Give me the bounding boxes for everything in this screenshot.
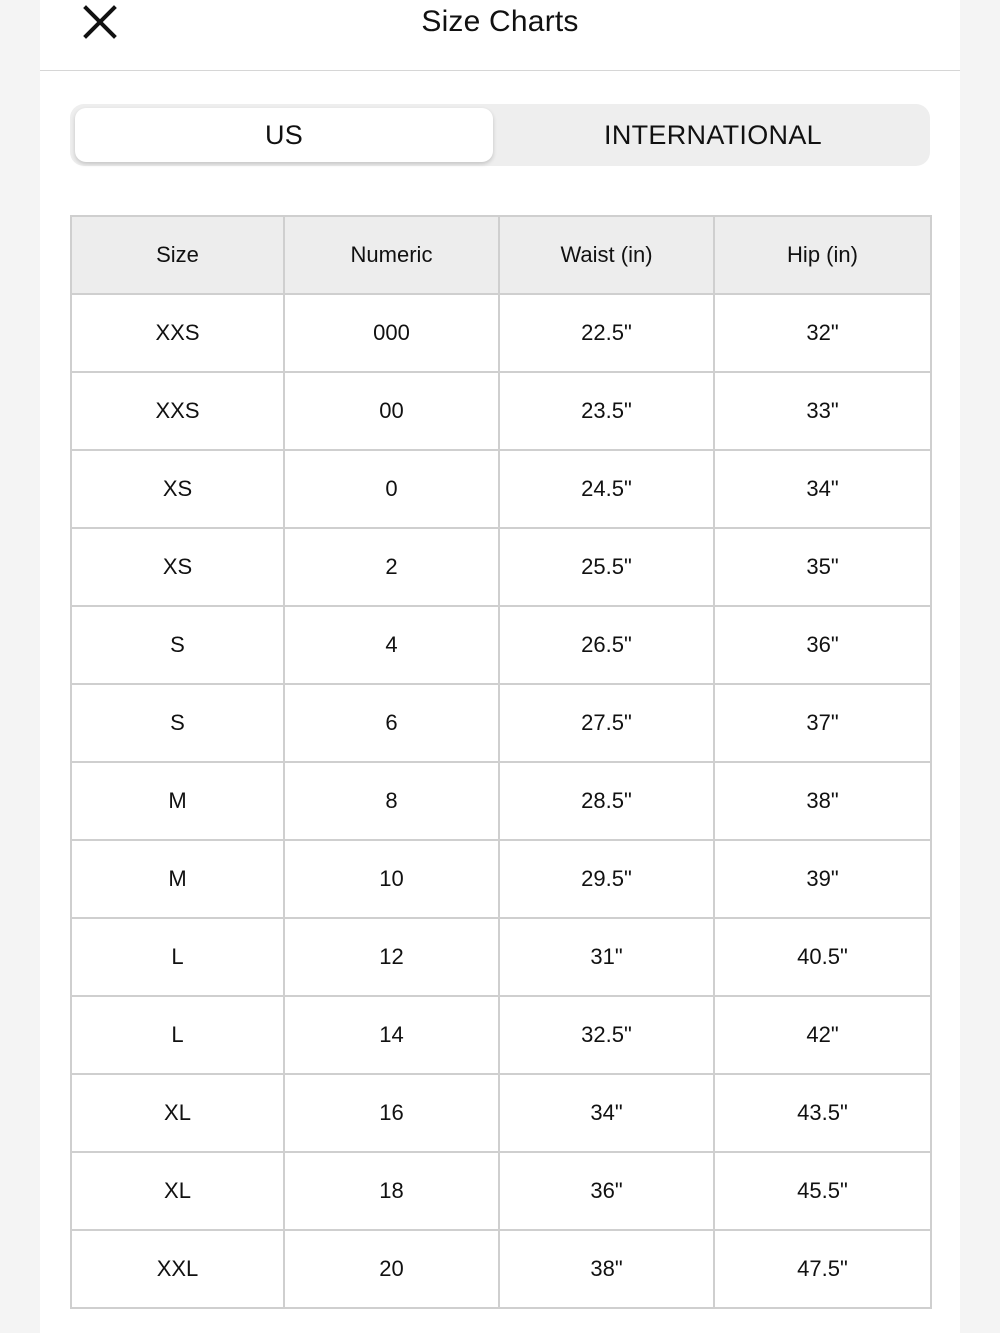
hip-cell: 40.5"	[714, 918, 931, 996]
hip-cell: 33"	[714, 372, 931, 450]
numeric-cell: 12	[284, 918, 499, 996]
column-header-waist: Waist (in)	[499, 216, 714, 294]
region-tabs	[70, 104, 930, 166]
hip-cell: 47.5"	[714, 1230, 931, 1308]
numeric-cell: 2	[284, 528, 499, 606]
hip-cell: 39"	[714, 840, 931, 918]
size-cell: S	[71, 606, 284, 684]
column-header-hip: Hip (in)	[714, 216, 931, 294]
waist-cell: 28.5"	[499, 762, 714, 840]
waist-cell: 29.5"	[499, 840, 714, 918]
hip-cell: 32"	[714, 294, 931, 372]
waist-cell: 26.5"	[499, 606, 714, 684]
tab-us[interactable]: US	[75, 108, 493, 162]
numeric-cell: 18	[284, 1152, 499, 1230]
waist-cell: 23.5"	[499, 372, 714, 450]
waist-cell: 24.5"	[499, 450, 714, 528]
size-table	[70, 215, 932, 1309]
waist-cell: 32.5"	[499, 996, 714, 1074]
hip-cell: 35"	[714, 528, 931, 606]
waist-cell: 36"	[499, 1152, 714, 1230]
table-row	[71, 450, 931, 528]
table-row	[71, 1074, 931, 1152]
table-row	[71, 1230, 931, 1308]
header-bar	[40, 0, 960, 71]
hip-cell: 36"	[714, 606, 931, 684]
hip-cell: 38"	[714, 762, 931, 840]
numeric-cell: 6	[284, 684, 499, 762]
numeric-cell: 10	[284, 840, 499, 918]
table-row	[71, 372, 931, 450]
table-row	[71, 1152, 931, 1230]
table-body	[71, 294, 931, 1308]
tab-international[interactable]: INTERNATIONAL	[604, 120, 822, 150]
table-row	[71, 528, 931, 606]
size-cell: L	[71, 918, 284, 996]
column-header-numeric: Numeric	[284, 216, 499, 294]
hip-cell: 43.5"	[714, 1074, 931, 1152]
numeric-cell: 00	[284, 372, 499, 450]
table-row	[71, 840, 931, 918]
table-row	[71, 684, 931, 762]
size-cell: XXS	[71, 294, 284, 372]
numeric-cell: 14	[284, 996, 499, 1074]
size-cell: XS	[71, 528, 284, 606]
size-cell: S	[71, 684, 284, 762]
size-cell: XXL	[71, 1230, 284, 1308]
size-cell: XS	[71, 450, 284, 528]
hip-cell: 42"	[714, 996, 931, 1074]
table-row	[71, 606, 931, 684]
table-row	[71, 996, 931, 1074]
hip-cell: 34"	[714, 450, 931, 528]
size-cell: XXS	[71, 372, 284, 450]
numeric-cell: 0	[284, 450, 499, 528]
waist-cell: 27.5"	[499, 684, 714, 762]
size-cell: M	[71, 840, 284, 918]
hip-cell: 45.5"	[714, 1152, 931, 1230]
table-row	[71, 918, 931, 996]
waist-cell: 22.5"	[499, 294, 714, 372]
table-header-row	[71, 216, 931, 294]
page-title: Size Charts	[421, 5, 579, 38]
size-cell: M	[71, 762, 284, 840]
table-row	[71, 294, 931, 372]
waist-cell: 31"	[499, 918, 714, 996]
numeric-cell: 4	[284, 606, 499, 684]
waist-cell: 38"	[499, 1230, 714, 1308]
waist-cell: 25.5"	[499, 528, 714, 606]
numeric-cell: 8	[284, 762, 499, 840]
size-charts-sheet	[40, 0, 960, 1333]
size-cell: XL	[71, 1074, 284, 1152]
size-cell: XL	[71, 1152, 284, 1230]
numeric-cell: 20	[284, 1230, 499, 1308]
numeric-cell: 000	[284, 294, 499, 372]
size-cell: L	[71, 996, 284, 1074]
table-row	[71, 762, 931, 840]
numeric-cell: 16	[284, 1074, 499, 1152]
waist-cell: 34"	[499, 1074, 714, 1152]
column-header-size: Size	[71, 216, 284, 294]
hip-cell: 37"	[714, 684, 931, 762]
